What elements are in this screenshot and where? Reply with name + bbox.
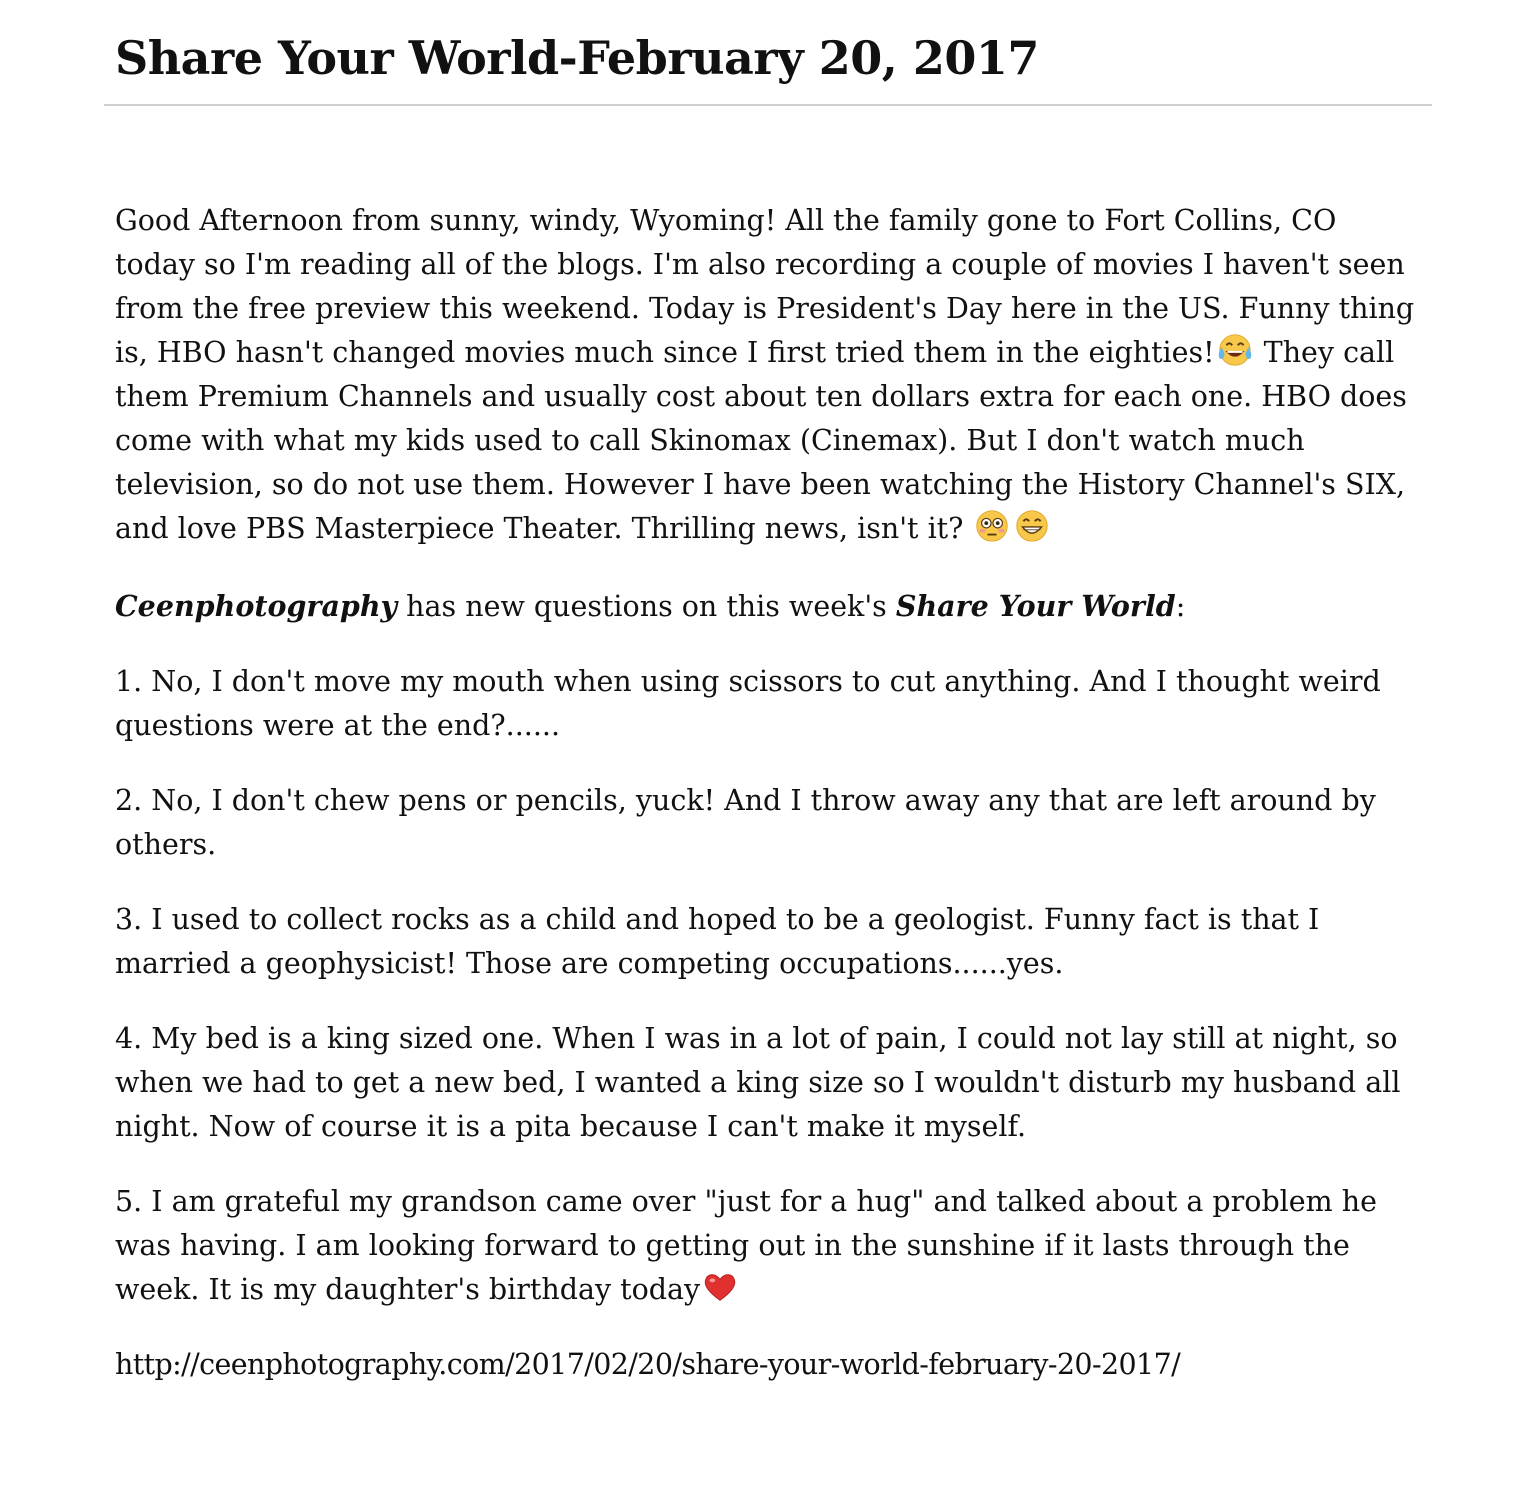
grinning-face-icon: [1013, 507, 1051, 545]
intro-text-part1: Good Afternoon from sunny, windy, Wyoming! All the family gone to Fort Collins, CO today so I'm reading all of the blogs. I'm also recording a couple of movies I haven't seen from the free preview this weekend. Today is President's Day here in the US. Funny thing is, HBO hasn't changed movies much since I first tried them in the eighties!: [115, 204, 1415, 369]
lead-paragraph: [115, 584, 1425, 629]
answer-1: 1. No, I don't move my mouth when using scissors to cut anything. And I thought weird questions were at the end?......: [115, 665, 1381, 742]
answer-4: 4. My bed is a king sized one. When I was in a lot of pain, I could not lay still at night, so when we had to get a new bed, I wanted a king size so I wouldn't disturb my husband all night. Now of course it is a pita because I can't make it myself.: [115, 1022, 1401, 1143]
flushed-face-icon: [973, 507, 1011, 545]
answer-3: 3. I used to collect rocks as a child and hoped to be a geologist. Funny fact is that I married a geophysicist! Those are competing occupations......yes.: [115, 903, 1320, 980]
series-name: Share Your World: [895, 589, 1176, 623]
source-name: Ceenphotography: [115, 589, 398, 623]
answer-5: [115, 1180, 1425, 1312]
answer-5-text: 5. I am grateful my grandson came over "just for a hug" and talked about a problem he was having. I am looking forward to getting out in the sunshine if it lasts through the week. It is my daughter's birthday today: [115, 1185, 1377, 1306]
lead-text: has new questions on this week's: [397, 590, 896, 623]
post-link[interactable]: http://ceenphotography.com/2017/02/20/share-your-world-february-20-2017/: [115, 1348, 1181, 1381]
red-heart-icon: [701, 1268, 739, 1306]
answer-2: 2. No, I don't chew pens or pencils, yuck! And I throw away any that are left around by others.: [115, 784, 1376, 861]
intro-paragraph: [115, 199, 1425, 551]
face-with-tears-of-joy-icon: [1216, 331, 1254, 369]
lead-colon: :: [1175, 590, 1186, 623]
post-title: Share Your World-February 20, 2017: [115, 31, 1039, 85]
intro-text-part2: They call them Premium Channels and usually cost about ten dollars extra for each one. HBO does come with what my kids used to call Skinomax (Cinemax). But I don't watch much television, so do not use them. However I have been watching the History Channel's SIX, and love PBS Masterpiece Theater. Thrilling news, isn't it?: [115, 336, 1407, 545]
post-content: [115, 199, 1425, 1418]
title-divider: [104, 104, 1432, 106]
